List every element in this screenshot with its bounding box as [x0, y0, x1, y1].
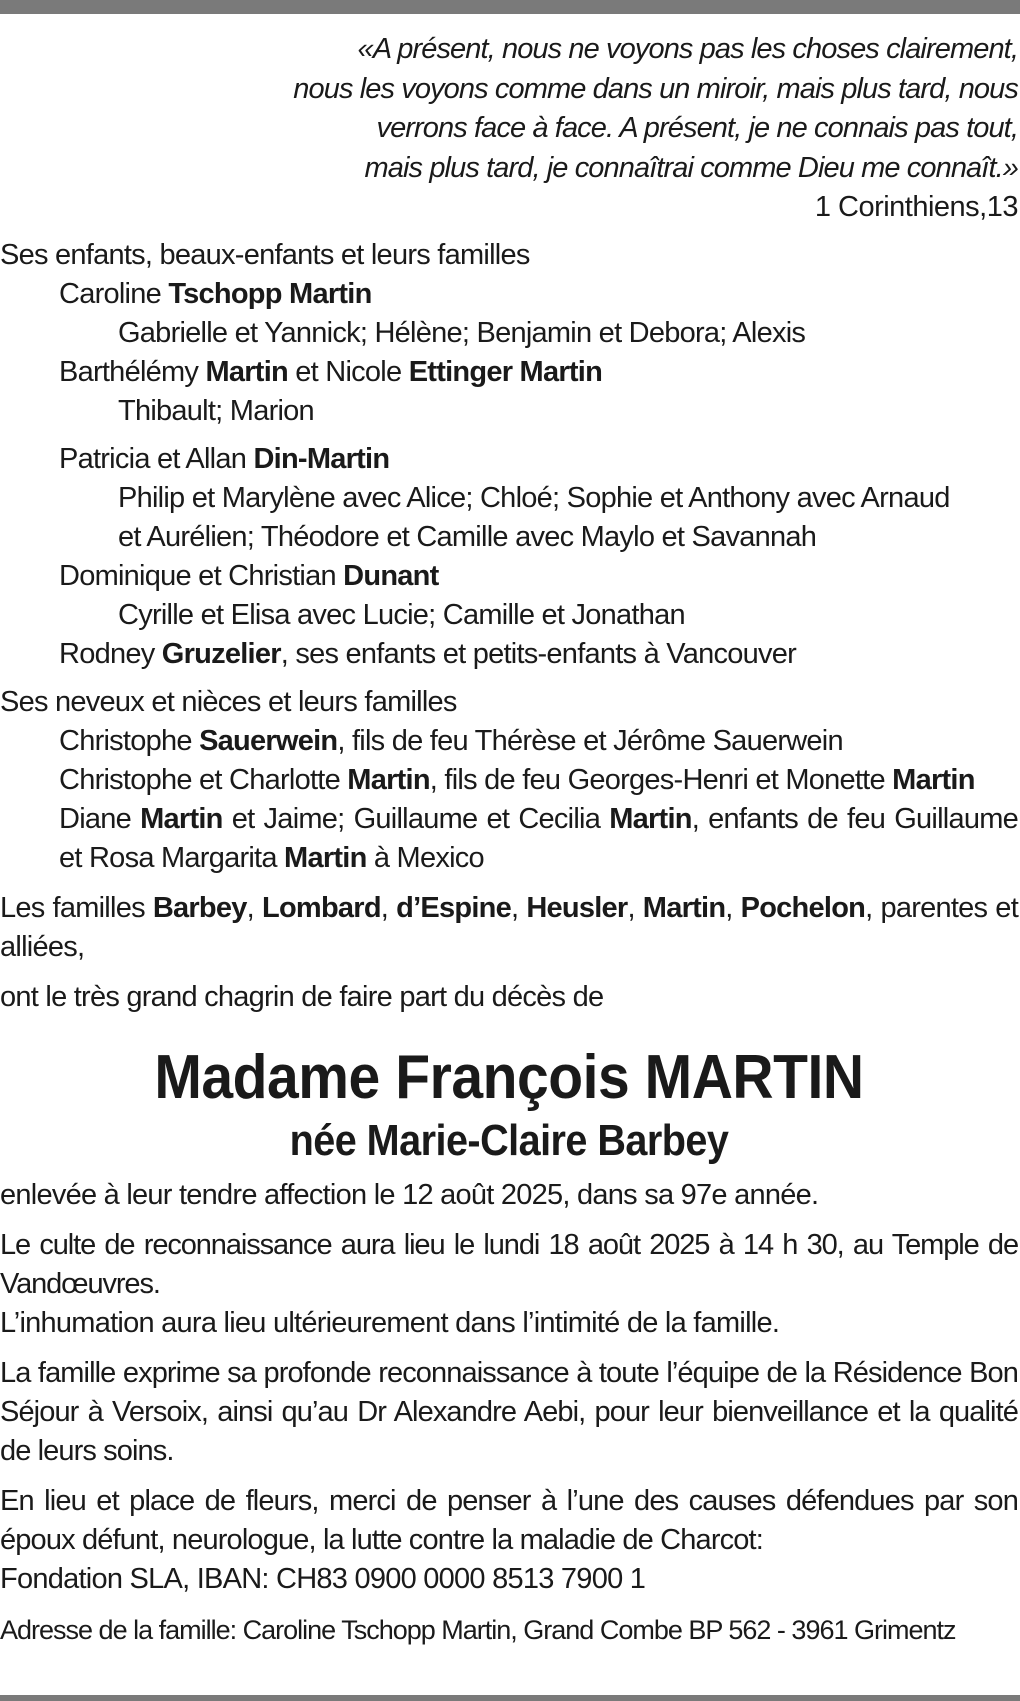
deceased-maiden-name: née Marie-Claire Barbey [289, 1115, 729, 1165]
death-notice: enlevée à leur tendre affection le 12 août 2025, dans sa 97e année. [0, 1178, 819, 1211]
family-patricia-kids-cont: et Aurélien; Théodore et Camille avec Maylo et Savannah [118, 520, 817, 553]
nephews-section [0, 683, 1018, 878]
quote-line: «A présent, nous ne voyons pas les choses clairement, [357, 33, 1018, 65]
service-line: Le culte de reconnaissance aura lieu le lundi 18 août 2025 à 14 h 30, au Temple de Vandœuvres. [0, 1228, 1018, 1300]
children-heading: Ses enfants, beaux-enfants et leurs familles [0, 238, 530, 271]
family-rodney: Rodney Gruzelier, ses enfants et petits-enfants à Vancouver [59, 637, 797, 670]
family-caroline-kids: Gabrielle et Yannick; Hélène; Benjamin et Debora; Alexis [118, 316, 806, 349]
thanks-paragraph: La famille exprime sa profonde reconnaissance à toute l’équipe de la Résidence Bon Séjour à Versoix, ainsi qu’au Dr Alexandre Aebi, pour leur bienveillance et la qualité de leurs soins. [0, 1356, 1018, 1467]
children-section [0, 236, 1018, 674]
announcement: ont le très grand chagrin de faire part du décès de [0, 980, 604, 1013]
quote-line: nous les voyons comme dans un miroir, mais plus tard, nous [293, 72, 1018, 105]
family-patricia-kids: Philip et Marylène avec Alice; Chloé; Sophie et Anthony avec Arnaud [118, 481, 950, 514]
bottom-border [0, 1695, 1020, 1701]
family-address: Adresse de la famille: Caroline Tschopp Martin, Grand Combe BP 562 - 3961 Grimentz [0, 1614, 956, 1645]
nephew-line: Christophe Sauerwein, fils de feu Thérèse et Jérôme Sauerwein [59, 724, 843, 757]
obituary-notice [0, 30, 1018, 1650]
quote-reference: 1 Corinthiens,13 [814, 191, 1018, 223]
family-caroline: Caroline Tschopp Martin [59, 277, 372, 310]
donation-info [0, 1482, 1018, 1599]
donation-text: En lieu et place de fleurs, merci de penser à l’une des causes défendues par son époux défunt, neurologue, la lutte contre la maladie de Charcot: [0, 1484, 1018, 1556]
quote-line: verrons face à face. A présent, je ne connais pas tout, [376, 112, 1018, 144]
family-dominique: Dominique et Christian Dunant [59, 559, 439, 592]
top-border [0, 0, 1020, 14]
bible-quote [0, 30, 1018, 188]
nephews-heading: Ses neveux et nièces et leurs familles [0, 685, 457, 718]
service-info [0, 1226, 1018, 1343]
family-dominique-kids: Cyrille et Elisa avec Lucie; Camille et Jonathan [118, 598, 685, 631]
family-barthelemy: Barthélémy Martin et Nicole Ettinger Martin [59, 355, 603, 388]
donation-iban: Fondation SLA, IBAN: CH83 0900 0000 8513 7900 1 [0, 1562, 646, 1595]
burial-line: L’inhumation aura lieu ultérieurement dans l’intimité de la famille. [0, 1306, 780, 1339]
quote-line: mais plus tard, je connaîtrai comme Dieu me connaît.» [364, 151, 1018, 184]
nephew-line: Christophe et Charlotte Martin, fils de feu Georges-Henri et Monette Martin [59, 763, 975, 796]
deceased-name: Madame François MARTIN [154, 1042, 864, 1112]
family-patricia: Patricia et Allan Din-Martin [59, 442, 390, 475]
nephew-line: Diane Martin et Jaime; Guillaume et Cecilia Martin, enfants de feu Guillaume et Rosa Margarita Martin à Mexico [59, 802, 1018, 874]
families-line: Les familles Barbey, Lombard, d’Espine, Heusler, Martin, Pochelon, parentes et alliées, [0, 891, 1018, 963]
family-barthelemy-kids: Thibault; Marion [118, 394, 314, 427]
